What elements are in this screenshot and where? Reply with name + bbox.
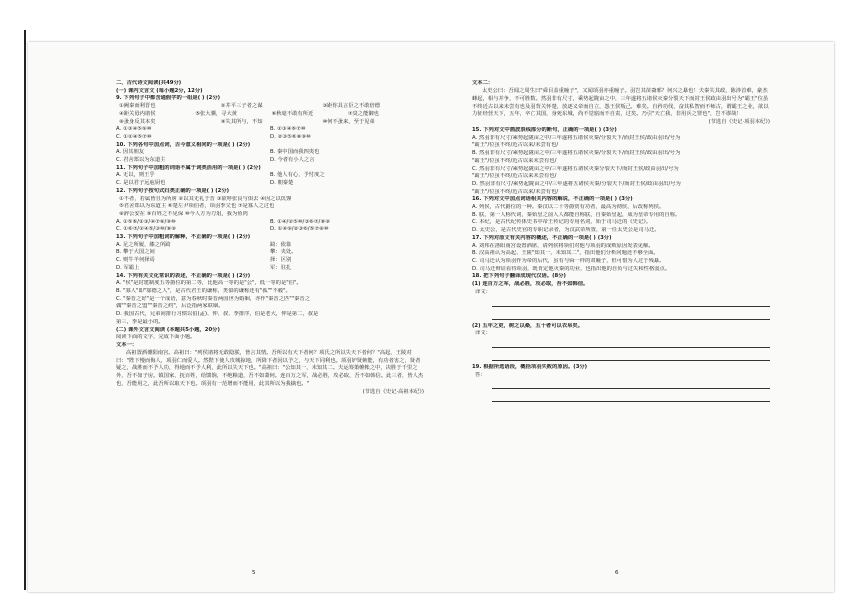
q9-option-a: A. ①③④⑤⑨⑩ [116,126,152,133]
q9-item: ⑦臭之能御也 [347,110,379,117]
q14-option-line: 第三，季是最小的。 [116,318,164,325]
subsection-title: (一) 课内文言文 (每小题2分, 12分) [116,87,203,94]
q17-option-line: C. 司马迁认为项羽作为帝的后代，虽有与舜一样的双瞳子，但可惜为人过于残暴。 [472,257,665,264]
q18-answer-line-2[interactable] [492,338,770,348]
q15-option-line: "霸王"/位虽不终/近古以来/未尝有也/ [472,142,559,149]
q10-option-d: D. 今者有小人之言 [270,157,315,164]
q18-translation-label: 译文： [475,288,491,295]
q15-option-line: B. 然羽非有尺寸/乘势起陇亩之中/三年遂将五诸侯灭秦/分裂天下/而封王侯/政由羽出/号为 [472,150,681,157]
q13-gloss: 踦：依靠 [270,241,292,248]
q14-option-line: C. "秦晋之好"是一个成语，意为春秋时秦晋两国世为婚姻，亦作"秦晋之匹""秦晋之 [116,295,311,302]
q9-option-b: B. ②③④⑥⑦⑩ [270,126,306,133]
q9-item: ②井平三子者之谋 [220,103,263,110]
q11-option-b: B. 他人有心，予忖度之 [270,172,325,179]
q13-gloss: 攀：夹处。 [270,249,297,256]
q12-option-c: C. ①⑥⑦/②④⑤/③⑩/⑧⑨ [116,226,176,233]
q16-option-line: D. 太史公，是古代史官的专职记录者，为汉武帝所置，第一任太史公是司马迁。 [472,227,660,234]
q11-stem: 11. 下列句子中加粗的词语不属于词类活用的一项是( ) (2分) [116,164,261,171]
q9-item: ④距关毋内诸侯 [119,110,156,117]
q9-items-row-2 [116,111,424,119]
q14-option-line: D. 我国古代，兄弟间排行习惯以伯(孟)、仲、叔、季排序，伯是老大，仲是第二，叔是 [116,311,319,318]
q12-options [116,219,424,227]
text2-source: (节选自《史记·项羽本纪》) [708,119,770,126]
q16-stem: 16. 下列对文中加点词语相关内容的解说，不正确的一项是( ) (3分) [472,196,633,203]
reading-instruction: 阅读下面的文字，完成下面小题。 [116,334,196,341]
text2-label: 文本二： [472,80,494,86]
q10-option-b: B. 秦中国而我四夷也 [270,149,320,156]
q18-stem: 18. 把下列句子翻译成现代汉语。(8分) [472,273,566,280]
q12-stem: 12. 下列句子按句式归类正确的一项是( ) (2分) [116,187,230,194]
q12-option-a: A. ①⑤⑥/②③/④⑦⑧/⑨⑩ [116,218,176,225]
q17-stem: 17. 下列对原文有关内容的概述，不正确的一项是( ) (3分) [472,234,612,241]
q14-stem: 14. 下列有关文化常识的表述，不正确的一项是( ) (2分) [116,272,251,279]
q16-option-line: C. 本纪，是古代纪传体史书中帝王传记的专用名词，始于司马迁的《史记》。 [472,219,652,226]
q15-stem: 15. 下列对文中画波浪线部分的断句，正确的一项是( ) (3分) [472,127,617,134]
q18-translation-label: 译文： [475,330,491,337]
q10-stem: 10. 下列各句中加点词，古今意义相同的一项是( ) (2分) [116,141,251,148]
q18-answer-line-1[interactable] [492,297,770,307]
q11-options [116,172,424,180]
page-number-left: 5 [252,570,256,576]
q12-options [116,226,424,234]
q13-sentence: D. 军霸上 [116,264,140,271]
q9-options [116,126,424,134]
q11-option-d: D. 朝秦楚 [270,180,294,187]
q16-option-line: B. 朕，第一人称代词，秦始皇之前人人都能自称朕，自秦始皇起，成为皇帝专用的自称。 [472,211,681,218]
q11-option-a: A. 无以，则王乎 [116,172,155,179]
q15-option-line: A. 然羽非有尺寸/乘势起陇亩之中/三年遂将五诸侯灭秦/分裂天下/而封王侯/政由羽出/号为 [472,134,681,141]
q13-sentence: C. 则牛羊何择焉 [116,257,155,264]
q13-option-row [116,265,424,273]
q9-item: ③距你具言臣之不敢倍德 [322,103,381,110]
right-page [472,80,770,405]
q9-options [116,134,424,142]
q13-gloss: 军：驻扎 [270,264,292,271]
q9-item: ⑨失其所与，不知 [220,118,263,125]
q11-option-c: C. 是以君子远庖厨也 [116,180,166,187]
q15-option-line: D. 然羽非有尺寸/乘势起陇亩之中/三年遂将五诸侯灭秦/分裂天下/而封王侯/政由羽出/号为 [472,180,681,187]
subsection-title: (二) 课外文言文阅读 (本题共5小题，20分) [116,326,220,333]
q10-option-c: C. 君舍郑以为东道主 [116,157,166,164]
q15-option-line: C. 然羽非有尺寸/乘势起陇亩之中/三年遂将五诸侯灭秦分裂天下/而封王侯/政由羽出/号为 [472,165,679,172]
left-page [116,80,424,397]
q17-option-line: A. 刘邦在洛阳南宫设置酒席，请列侯将领们对他与项羽的成败原因发表见解。 [472,242,654,249]
q12-option-b: B. ①④/②⑤⑩/③⑥⑦/⑧⑨ [270,218,330,225]
text1-source: (节选自《史记·高祖本纪》) [362,389,424,396]
q13-gloss: 择：区别 [270,257,292,264]
page-number-right: 6 [615,570,619,576]
q18-answer-line-1b[interactable] [492,310,770,320]
q9-items-row-1 [116,103,424,111]
q11-options [116,180,424,188]
q14-option-line: B. "寡人"即"寡德之人"，是古代君王的谦称，类似的谦称还有"孤""不穀"。 [116,287,291,294]
text2-passage: 太史公曰：吾闻之周生曰"舜目盖重瞳子"，又闻项羽亦重瞳子。羽岂其苗裔邪？何兴之暴也！夫秦失其政，陈涉首难，豪杰蜂起，相与并争，不可胜数。然羽非有尺寸，乘势起陇亩之中，三年遂将五诸侯灭秦分裂天下而封王侯政由羽出号为"霸王"位虽不终近古以来未尝有也及羽背关怀楚，放逐义帝而自立，怨王侯叛己，难矣。自矜功伐，奋其私智而不师古，谓霸王之业，欲以力征经营天下，五年，卒亡其国，身死东城，尚不觉寤而不自责，过矣。乃引"天亡我，非用兵之罪也"，岂不谬哉！ [472,87,769,118]
q17-option-line: B. 汉高祖认为高起、王陵"知其一，未知其二"，指出他们分析问题还不够全面。 [472,250,659,257]
q19-answer-line[interactable] [492,392,770,402]
q18-sentence-1: (1) 连百万之军，战必胜，攻必取，吾不如韩信。 [472,281,589,288]
q9-item: ①阙秦而利晋也 [119,103,156,110]
q15-option-line: "霸王"/位虽不终/近古以来未尝有也/ [472,157,557,164]
q9-option-c: C. ①②④⑤⑦⑩ [116,133,152,140]
q17-option-line: D. 司马迁辩证看待项羽，既肯定他灭秦的功业，也指出他的自负与过失和性格弱点。 [472,265,671,272]
q19-answer-line[interactable] [492,379,770,389]
q15-option-line: "霸王"/位虽不终/近古以来未尝有也/ [472,173,557,180]
q9-stem: 9. 下列句子中都含通假字的一组是( ) (2分) [116,95,221,102]
q12-sentence-row: ①不者，若属皆且为所虏 ②以其无礼于晋 ③欲呼张良与俱去 ④因之以饥馑 [119,195,292,202]
q9-items-row-3 [116,119,424,127]
q14-option-line: A. "侯"是封建制度五等爵位的第二等，比他高一等的是"公"，低一等的是"伯"。 [116,280,302,287]
q18-sentence-2: (2) 五年之吏，树之以桑，五十者可以衣帛矣。 [472,322,584,329]
q16-option-line: A. 列侯，古代爵位的一种。秦汉以二十等爵赏有功者，最高为彻侯，后改称列侯。 [472,204,665,211]
q12-sentence-row: ⑧辞公安在 ⑨百姓之不见保 ⑩今人方为刀俎，我为鱼肉 [119,210,248,217]
q19-answer-label: 答： [475,371,486,378]
q9-item: ⑥秋毫不敢有所近 [271,110,314,117]
text1-label: 文本一： [116,341,138,348]
section-title: 二、古代诗文阅读(共49分) [116,80,182,86]
q14-option-line: 偶""秦晋之盟""秦晋之约"，后泛指两家联姻。 [116,303,224,310]
binder-line [24,30,26,590]
q13-sentence: A. 足之所履，膝之所踦 [116,241,171,248]
q12-option-d: D. ①④⑨/②③⑥/⑤⑦⑧⑩ [270,226,329,233]
q9-item: ⑤张大骥，寻大黄 [195,110,238,117]
q10-options [116,149,424,157]
q12-sentence-row: ⑤君舍郑以为东道主 ⑥楚左尹项伯者，项羽季父也 ⑦是寡人之过也 [119,203,275,210]
q13-option-row [116,257,424,265]
q18-answer-line-2b[interactable] [492,351,770,361]
q9-item: ⑩何不蚤来，至于见弟 [322,118,375,125]
q19-stem: 19. 根据所选语段，概括项羽失败的原因。(3分) [472,363,588,370]
q15-option-line: "霸王"/位虽不终/近古以来/未尝有也/ [472,188,559,195]
q10-options [116,157,424,165]
q10-option-a: A. 因其朋友 [116,149,145,156]
text1-passage: 高祖置酒雒阳南宫。高祖曰："列侯诸将无敢隐朕，皆言其情。吾所以有天下者何？项氏之所以失天下者何？"高起、王陵对曰："陛下慢而侮人，项羽仁而爱人。然陛下使人攻城掠地，所降下者因以予之，与天下同利也。项羽妒贤嫉能，有功者害之，贤者疑之，战胜而不予人功，得地而不予人利，此所以失天下也。"高祖曰："公知其一，未知其二。夫运筹策帷帐之中，决胜于千里之外，吾不如子房。镇国家，抚百姓，给馈饷，不绝粮道，吾不如萧何。连百万之军，战必胜，攻必取，吾不如韩信。此三者，皆人杰也，吾能用之，此吾所以取天下也。项羽有一范增而不能用，此其所以为我擒也。" [116,349,424,388]
q13-sentence: B. 攀于大国之间 [116,249,155,256]
q13-stem: 13. 下列句子中加粗词的解释，不正确的一项是( ) (2分) [116,234,251,241]
q9-option-d: D. ②③⑤⑥⑧⑨⑩ [270,133,311,140]
q9-item: ⑧蚤身反其本矣 [119,118,156,125]
